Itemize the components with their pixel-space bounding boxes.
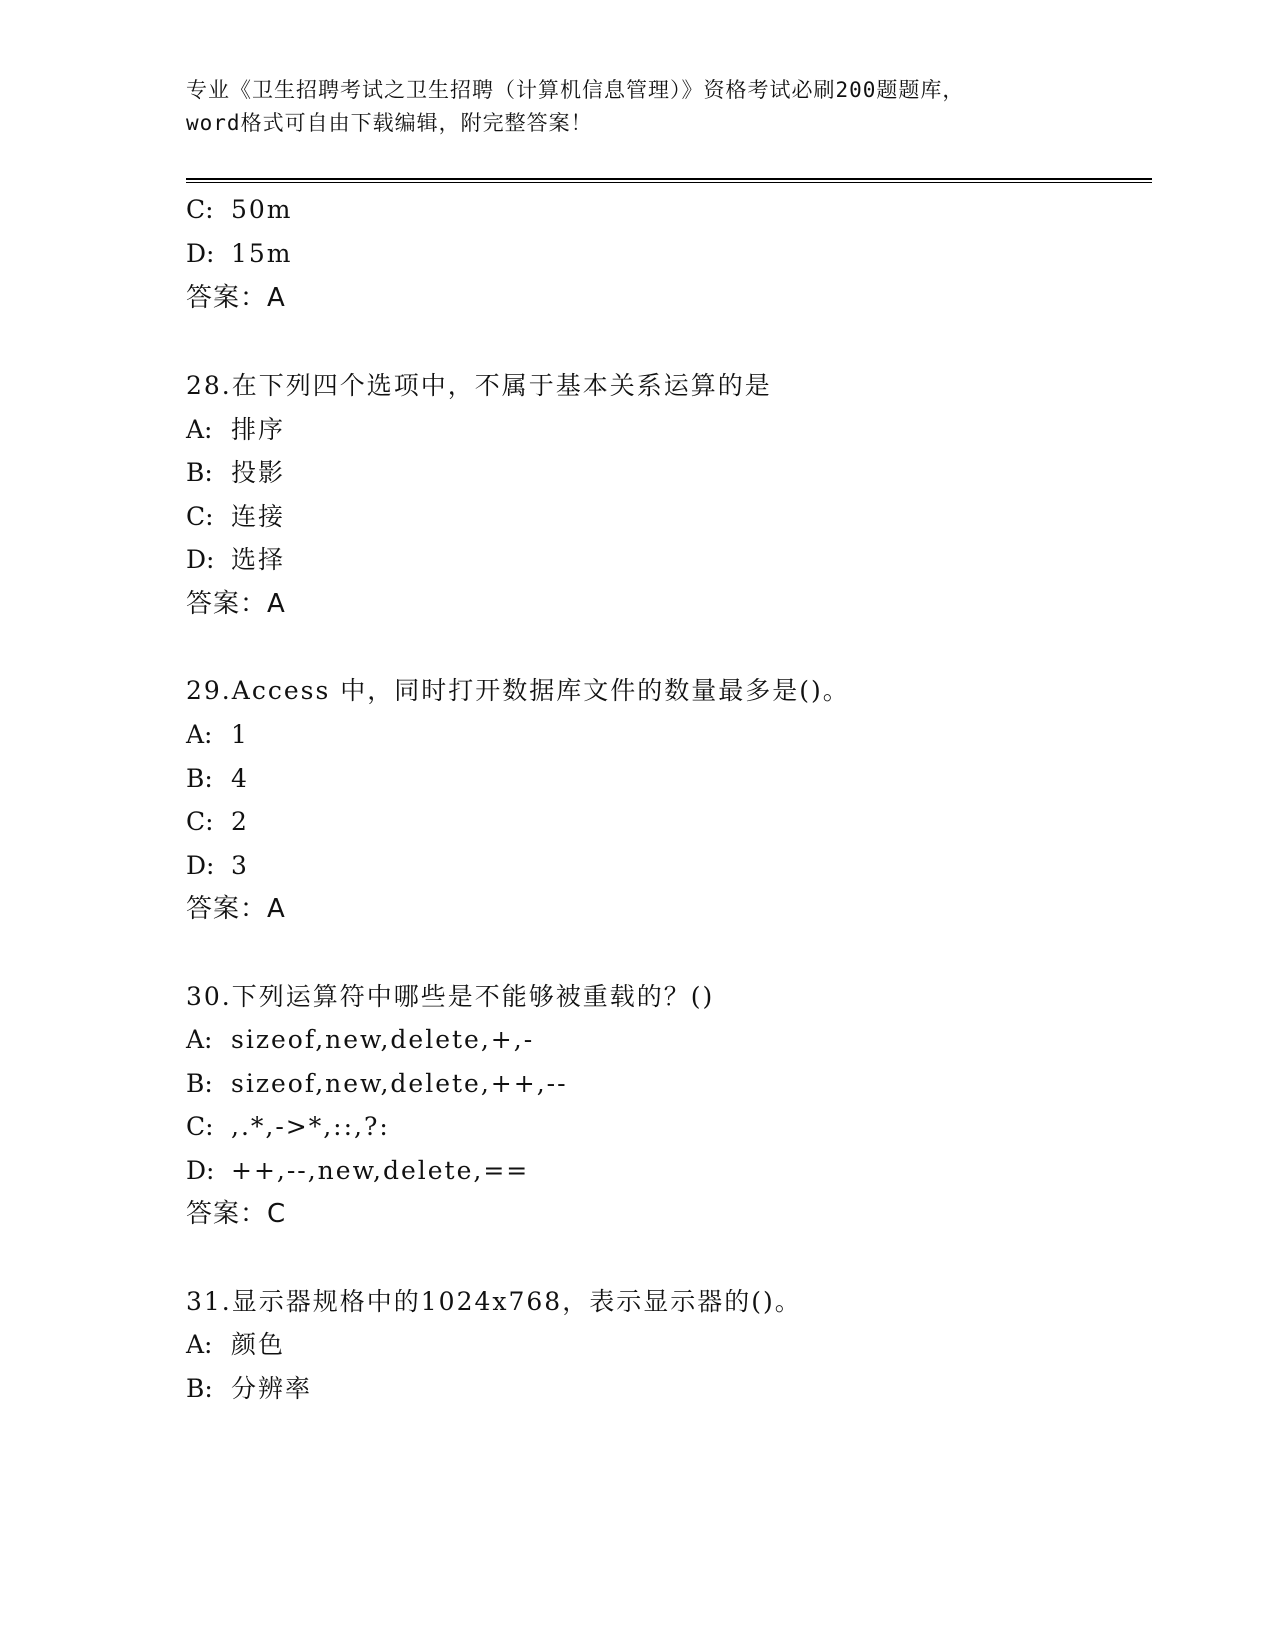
option-label: A: [186,1330,213,1359]
option-d [186,850,249,882]
question-stem: 29.Access 中，同时打开数据库文件的数量最多是()。 [186,676,850,705]
option-b [186,763,249,795]
option-label: B: [186,1374,213,1403]
option-d [186,1155,529,1187]
option-label: A: [186,415,213,444]
option-text: 15m [231,239,293,268]
option-label: A: [186,720,213,749]
option-a [186,1024,534,1056]
answer-line: 答案：C [186,1199,287,1229]
header-title-line-2: word格式可自由下载编辑，附完整答案！ [186,111,593,135]
option-text: 50m [231,195,293,224]
option-label: D: [186,545,215,574]
answer-line: 答案：A [186,283,286,313]
question-stem: 28.在下列四个选项中，不属于基本关系运算的是 [186,371,772,400]
option-label: B: [186,1069,213,1098]
option-label: C: [186,195,214,224]
option-text: 4 [231,764,249,793]
option-text: 1 [231,720,249,749]
answer-line: 答案：A [186,894,286,924]
option-label: C: [186,502,214,531]
option-text: 颜色 [231,1330,286,1359]
header-rule-thick [186,178,1152,180]
option-label: D: [186,1156,215,1185]
option-a [186,414,285,446]
option-text: sizeof,new,delete,++,-- [231,1069,568,1098]
document-header [186,74,1086,140]
option-a [186,1329,285,1361]
option-label: D: [186,239,215,268]
option-text: 3 [231,851,249,880]
option-label: C: [186,1112,214,1141]
header-rule-thin [186,182,1152,183]
option-text: 排序 [231,415,286,444]
option-c [186,194,293,226]
option-b [186,1068,568,1100]
option-text: ,.*,->*,::,?: [231,1112,390,1141]
option-text: 连接 [231,502,286,531]
answer-line: 答案：A [186,589,286,619]
option-text: 选择 [231,545,286,574]
option-label: B: [186,764,213,793]
option-label: A: [186,1025,213,1054]
option-c [186,1111,390,1143]
question-stem: 31.显示器规格中的1024x768，表示显示器的()。 [186,1287,802,1316]
option-d [186,544,285,576]
option-label: D: [186,851,215,880]
option-text: 2 [231,807,249,836]
option-text: 分辨率 [231,1374,313,1403]
option-d [186,238,293,270]
question-stem: 30.下列运算符中哪些是不能够被重载的？() [186,982,715,1011]
option-b [186,457,285,489]
option-text: 投影 [231,458,286,487]
option-label: C: [186,807,214,836]
option-text: ++,--,new,delete,== [231,1156,530,1185]
option-label: B: [186,458,213,487]
option-a [186,719,249,751]
option-c [186,501,285,533]
option-c [186,806,249,838]
option-text: sizeof,new,delete,+,- [231,1025,535,1054]
header-title-line-1: 专业《卫生招聘考试之卫生招聘（计算机信息管理）》资格考试必刷200题题库， [186,78,965,102]
option-b [186,1373,312,1405]
